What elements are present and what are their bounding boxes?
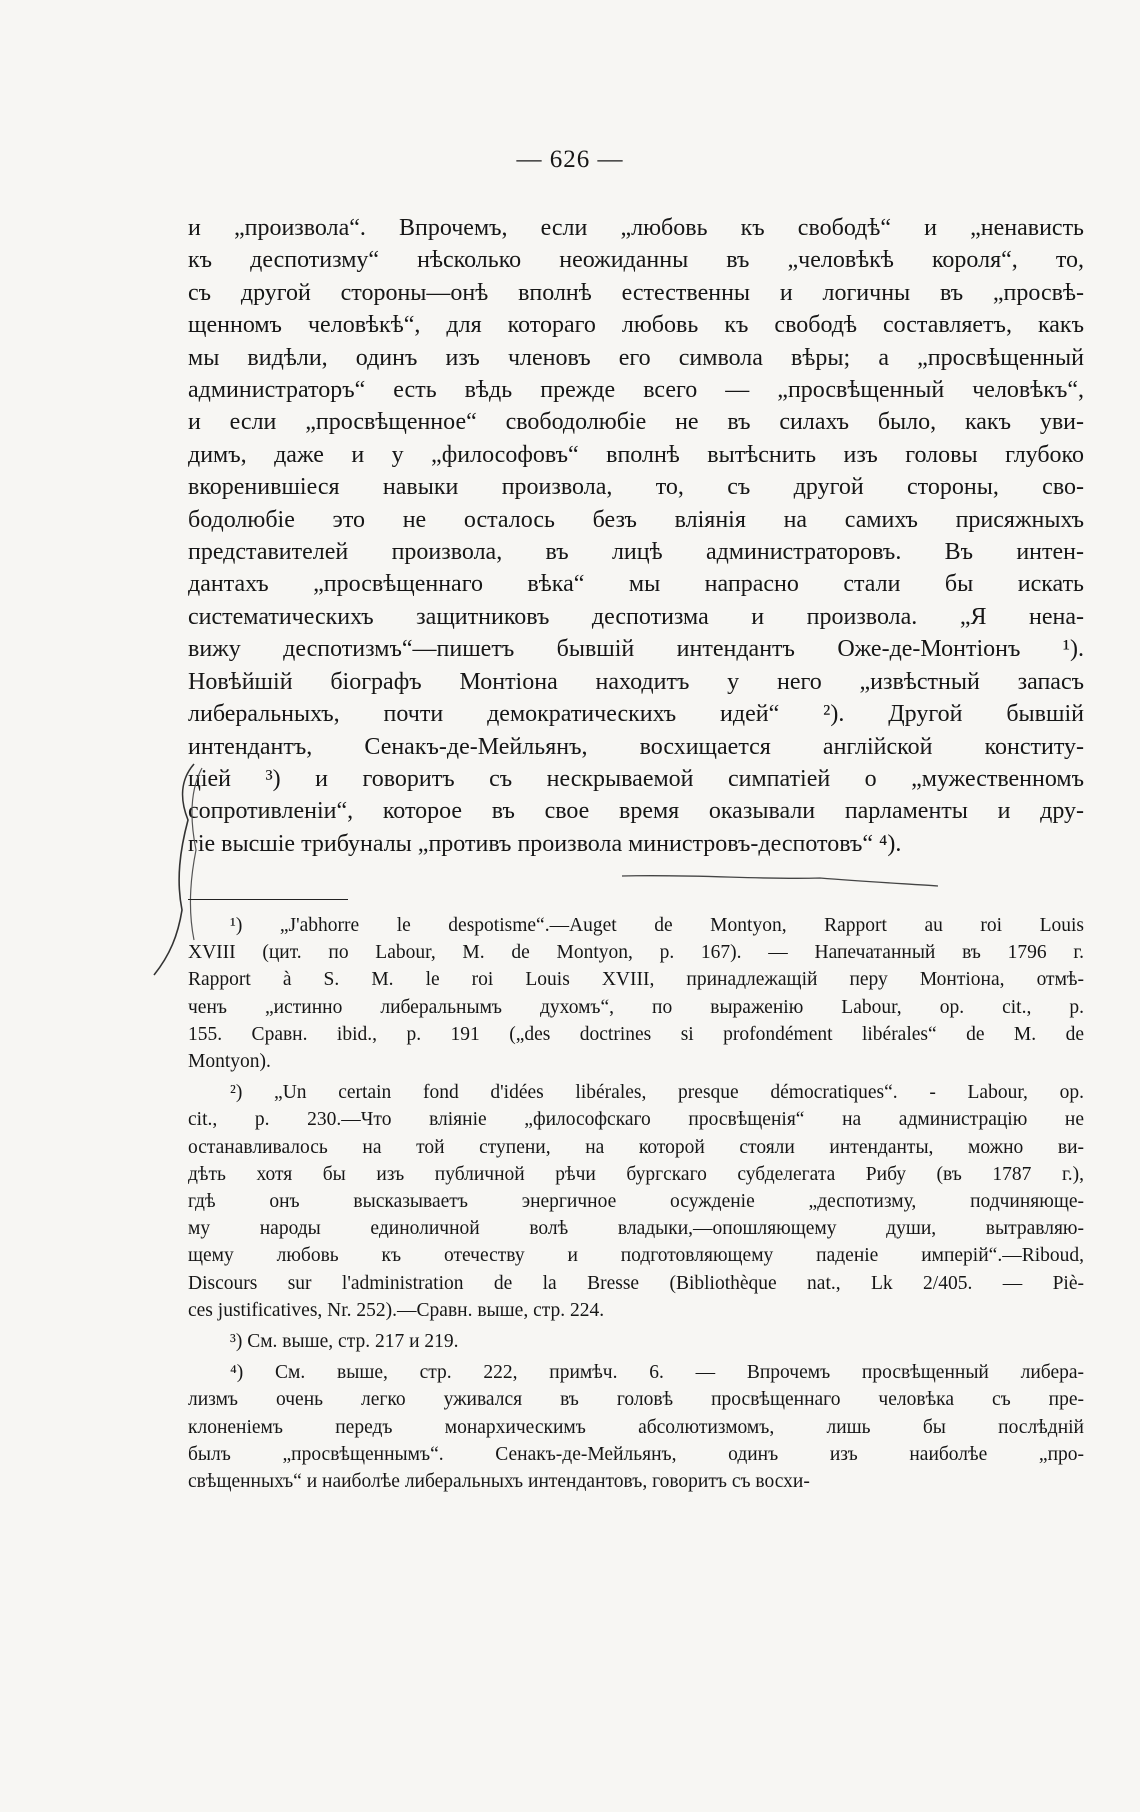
- footnote-line: Montyon).: [188, 1051, 271, 1073]
- footnote-line: 155. Сравн. ibid., p. 191 („des doctrines si profondément libérales“ de M. de: [188, 1023, 1084, 1045]
- footnote-3: [188, 1328, 1084, 1355]
- text-line: вкоренившіеся навыки произвола, то, съ другой стороны, сво-: [188, 474, 1084, 501]
- text-line: представителей произвола, въ лицѣ администраторовъ. Въ интен-: [188, 539, 1084, 566]
- footnote-line: лизмъ очень легко уживался въ головѣ просвѣщеннаго человѣка съ пре-: [188, 1389, 1084, 1411]
- footnotes: [188, 912, 1084, 1499]
- text-line: и „произвола“. Впрочемъ, если „любовь къ свободѣ“ и „ненависть: [188, 215, 1084, 241]
- text-line: съ другой стороны—онѣ вполнѣ естественны и логичны въ „просвѣ-: [188, 279, 1084, 306]
- text-line: администраторъ“ есть вѣдь прежде всего — „просвѣщенный человѣкъ“,: [188, 377, 1084, 404]
- text-line: мы видѣли, одинъ изъ членовъ его символа вѣры; а „просвѣщенный: [188, 344, 1084, 371]
- footnote-2: [188, 1079, 1084, 1324]
- footnote-line: Rapport à S. M. le roi Louis XVIII, принадлежащій перу Монтіона, отмѣ-: [188, 969, 1084, 991]
- main-text: [188, 212, 1084, 860]
- footnote-line: останавливалось на той ступени, на которой стояли интенданты, можно ви-: [188, 1136, 1084, 1158]
- text-line: бодолюбіе это не осталось безъ вліянія на самихъ присяжныхъ: [188, 506, 1084, 533]
- pencil-underline-mark: [620, 870, 940, 890]
- text-line: и если „просвѣщенное“ свободолюбіе не въ силахъ было, какъ уви-: [188, 409, 1084, 436]
- page-number: — 626 —: [516, 146, 624, 173]
- footnote-line: cit., p. 230.—Что вліяніе „философскаго просвѣщенія“ на администрацію не: [188, 1109, 1084, 1131]
- text-line: щенномъ человѣкѣ“, для котораго любовь къ свободѣ составляетъ, какъ: [188, 312, 1084, 339]
- text-line: сопротивленіи“, которое въ свое время оказывали парламенты и дру-: [188, 798, 1084, 825]
- footnote-line: ⁴) См. выше, стр. 222, примѣч. 6. — Впрочемъ просвѣщенный либера-: [230, 1362, 1084, 1384]
- text-line: къ деспотизму“ нѣсколько неожиданны въ „человѣкѣ короля“, то,: [188, 247, 1084, 274]
- footnote-line: свѣщенныхъ“ и наиболѣе либеральныхъ интендантовъ, говоритъ съ восхи-: [188, 1471, 810, 1493]
- footnote-line: былъ „просвѣщеннымъ“. Сенакъ-де-Мейльянъ, одинъ изъ наиболѣе „про-: [188, 1443, 1084, 1465]
- footnote-line: ¹) „J'abhorre le despotisme“.—Auget de Montyon, Rapport au roi Louis: [230, 915, 1084, 936]
- footnote-line: щему любовь къ отечеству и подготовляющему паденіе имперій“.—Riboud,: [188, 1245, 1084, 1267]
- footnote-line: гдѣ онъ высказываетъ энергичное осужденіе „деспотизму, подчиняюще-: [188, 1191, 1084, 1213]
- footnote-line: дѣть хотя бы изъ публичной рѣчи бургскаго субделегата Рибу (въ 1787 г.),: [188, 1163, 1084, 1185]
- text-line: дантахъ „просвѣщеннаго вѣка“ мы напрасно стали бы искать: [188, 571, 1084, 598]
- footnote-line: Discours sur l'administration de la Bresse (Bibliothèque nat., Lk 2/405. — Piè-: [188, 1272, 1084, 1294]
- footnote-line: ³) См. выше, стр. 217 и 219.: [230, 1331, 459, 1353]
- text-line: либеральныхъ, почти демократическихъ идей“ ²). Другой бывшій: [188, 701, 1084, 728]
- footnote-line: ces justificatives, Nr. 252).—Сравн. выше, стр. 224.: [188, 1299, 605, 1321]
- footnote-separator: [188, 899, 348, 900]
- footnote-4: [188, 1359, 1084, 1495]
- footnote-line: ²) „Un certain fond d'idées libérales, presque démocratiques“. - Labour, op.: [230, 1082, 1084, 1104]
- text-line: ціей ³) и говоритъ съ нескрываемой симпатіей о „мужественномъ: [188, 765, 1084, 792]
- footnote-line: XVIII (цит. по Labour, M. de Montyon, p. 167). — Напечатанный въ 1796 г.: [188, 942, 1084, 964]
- text-line: систематическихъ защитниковъ деспотизма и произвола. „Я нена-: [188, 603, 1084, 630]
- text-line: гіе высшіе трибуналы „противъ произвола министровъ-деспотовъ“ ⁴).: [188, 830, 902, 857]
- text-line: Новѣйшій біографъ Монтіона находитъ у него „извѣстный запасъ: [188, 668, 1084, 695]
- footnote-line: ченъ „истинно либеральнымъ духомъ“, по выраженію Labour, op. cit., p.: [188, 996, 1084, 1018]
- footnote-line: клоненіемъ передъ монархическимъ абсолютизмомъ, лишь бы послѣдній: [188, 1416, 1084, 1438]
- text-line: интендантъ, Сенакъ-де-Мейльянъ, восхищается англійской конститу-: [188, 733, 1084, 760]
- text-line: димъ, даже и у „философовъ“ вполнѣ вытѣснить изъ головы глубоко: [188, 441, 1084, 468]
- footnote-line: му народы единоличной волѣ владыки,—опошляющему души, вытравляю-: [188, 1218, 1084, 1240]
- footnote-1: [188, 912, 1084, 1075]
- text-line: вижу деспотизмъ“—пишетъ бывшій интендантъ Оже-де-Монтіонъ ¹).: [188, 636, 1084, 663]
